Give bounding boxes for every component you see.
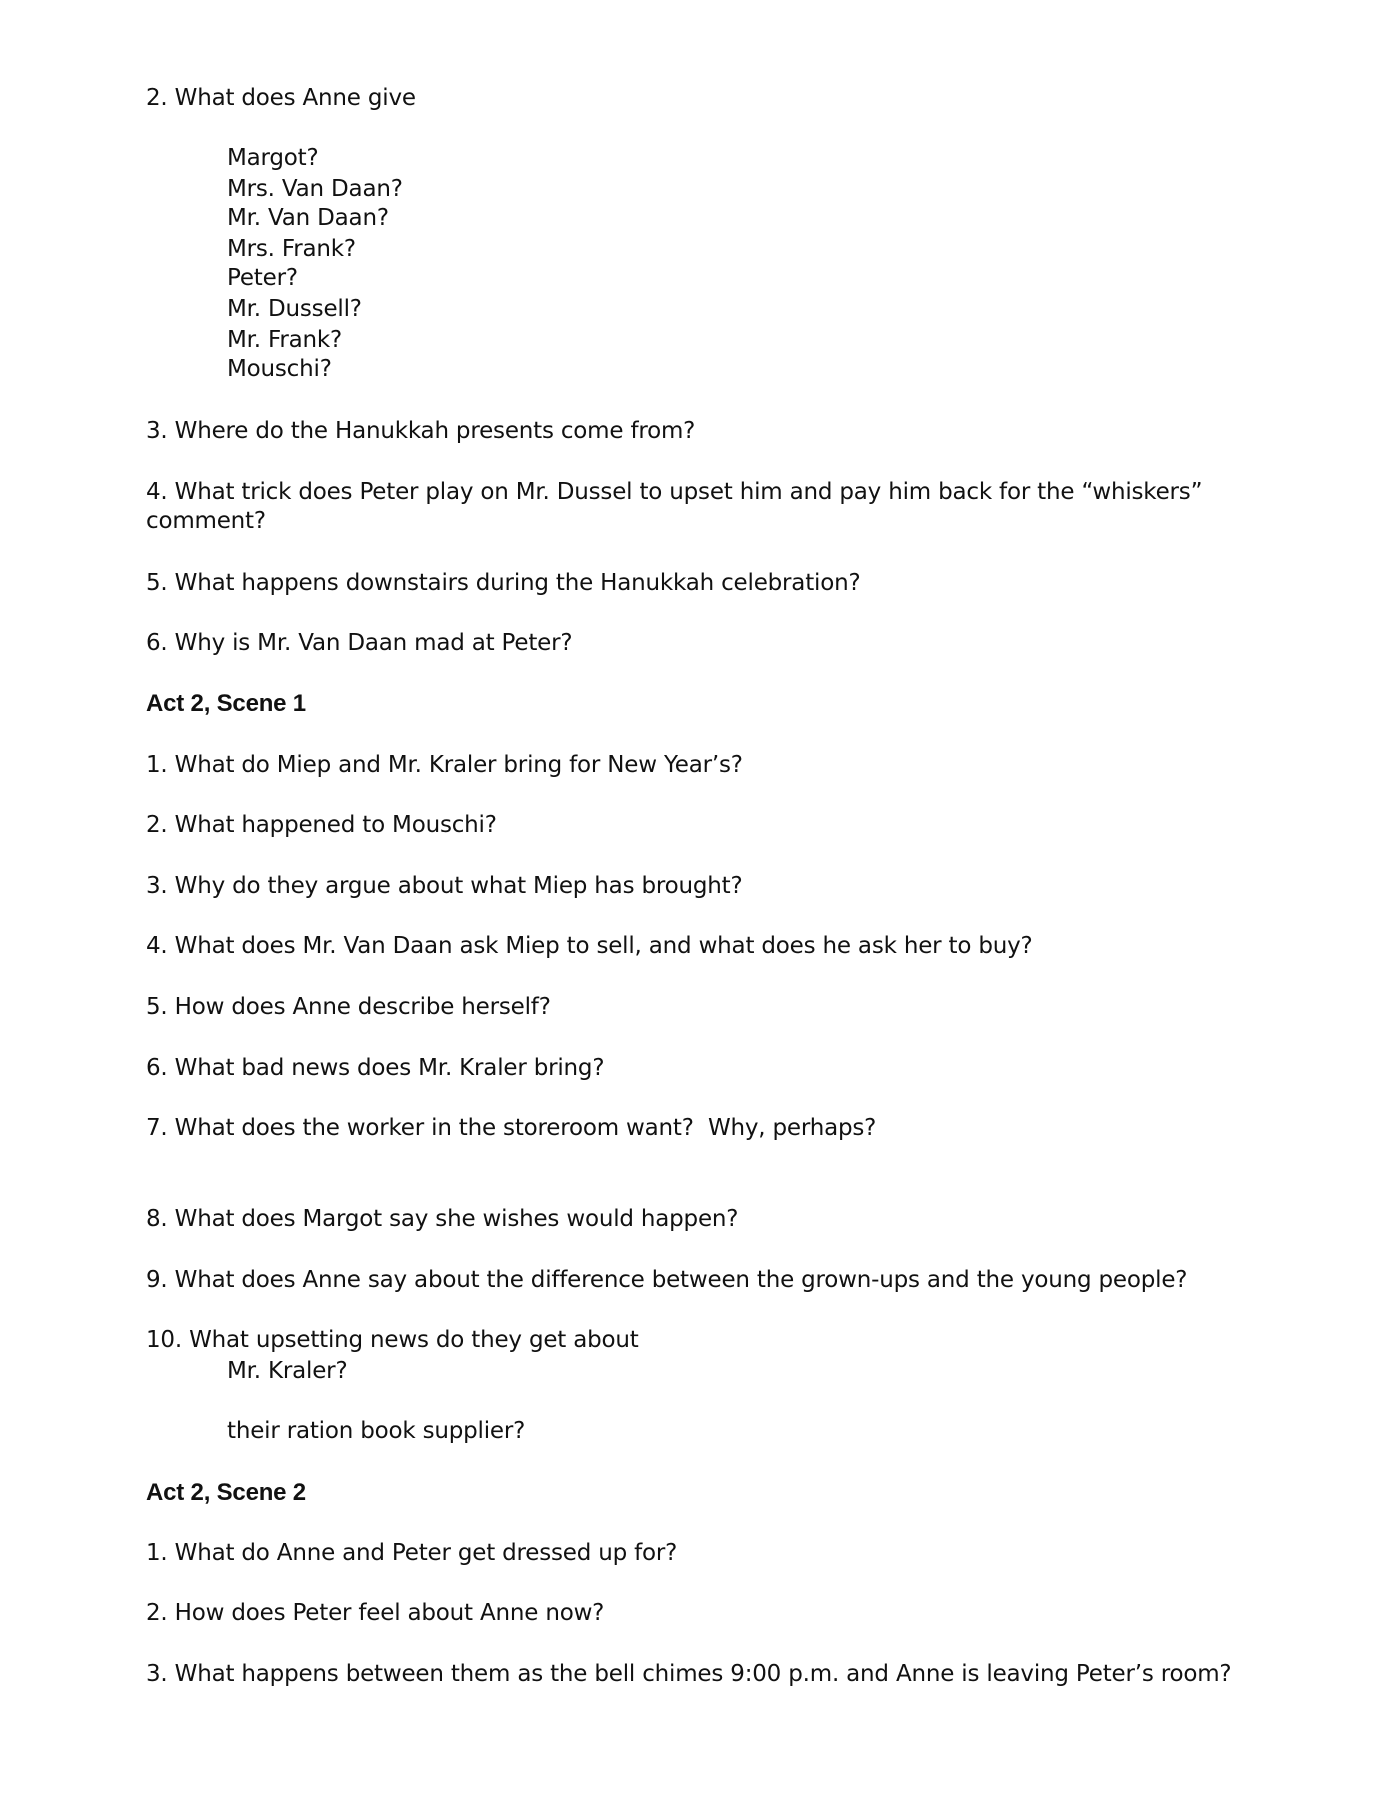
- question-4-cont: comment?: [146, 508, 266, 534]
- question-4: 4. What does Mr. Van Daan ask Miep to sell, and what does he ask her to buy?: [146, 933, 1033, 959]
- question-7: 7. What does the worker in the storeroom want? Why, perhaps?: [146, 1115, 877, 1141]
- question-6: 6. What bad news does Mr. Kraler bring?: [146, 1055, 605, 1081]
- question-10-part-a: Mr. Kraler?: [227, 1358, 348, 1384]
- question-10-part-b: their ration book supplier?: [227, 1418, 526, 1444]
- recipient-item: Peter?: [227, 265, 298, 291]
- question-3: 3. Where do the Hanukkah presents come from?: [146, 418, 696, 444]
- question-3: 3. What happens between them as the bell chimes 9:00 p.m. and Anne is leaving Peter’s room?: [146, 1661, 1232, 1687]
- recipient-item: Margot?: [227, 145, 319, 171]
- section-heading-act2-scene1: Act 2, Scene 1: [146, 690, 306, 717]
- question-2: 2. How does Peter feel about Anne now?: [146, 1600, 605, 1626]
- recipient-item: Mr. Van Daan?: [227, 205, 389, 231]
- question-2: 2. What does Anne give: [146, 85, 416, 111]
- section-heading-act2-scene2: Act 2, Scene 2: [146, 1479, 306, 1506]
- question-2: 2. What happened to Mouschi?: [146, 812, 497, 838]
- question-5: 5. How does Anne describe herself?: [146, 994, 551, 1020]
- question-8: 8. What does Margot say she wishes would happen?: [146, 1206, 739, 1232]
- question-3: 3. Why do they argue about what Miep has brought?: [146, 873, 743, 899]
- recipient-item: Mrs. Frank?: [227, 236, 356, 262]
- recipient-item: Mrs. Van Daan?: [227, 176, 403, 202]
- recipient-item: Mr. Frank?: [227, 327, 343, 353]
- question-5: 5. What happens downstairs during the Hanukkah celebration?: [146, 570, 861, 596]
- question-10: 10. What upsetting news do they get about: [146, 1327, 639, 1353]
- question-4: 4. What trick does Peter play on Mr. Dussel to upset him and pay him back for the “whiskers”: [146, 479, 1203, 505]
- recipient-item: Mouschi?: [227, 356, 332, 382]
- question-1: 1. What do Anne and Peter get dressed up for?: [146, 1540, 678, 1566]
- recipient-item: Mr. Dussell?: [227, 296, 362, 322]
- question-6: 6. Why is Mr. Van Daan mad at Peter?: [146, 630, 573, 656]
- question-9: 9. What does Anne say about the difference between the grown-ups and the young people?: [146, 1267, 1188, 1293]
- question-1: 1. What do Miep and Mr. Kraler bring for New Year’s?: [146, 752, 743, 778]
